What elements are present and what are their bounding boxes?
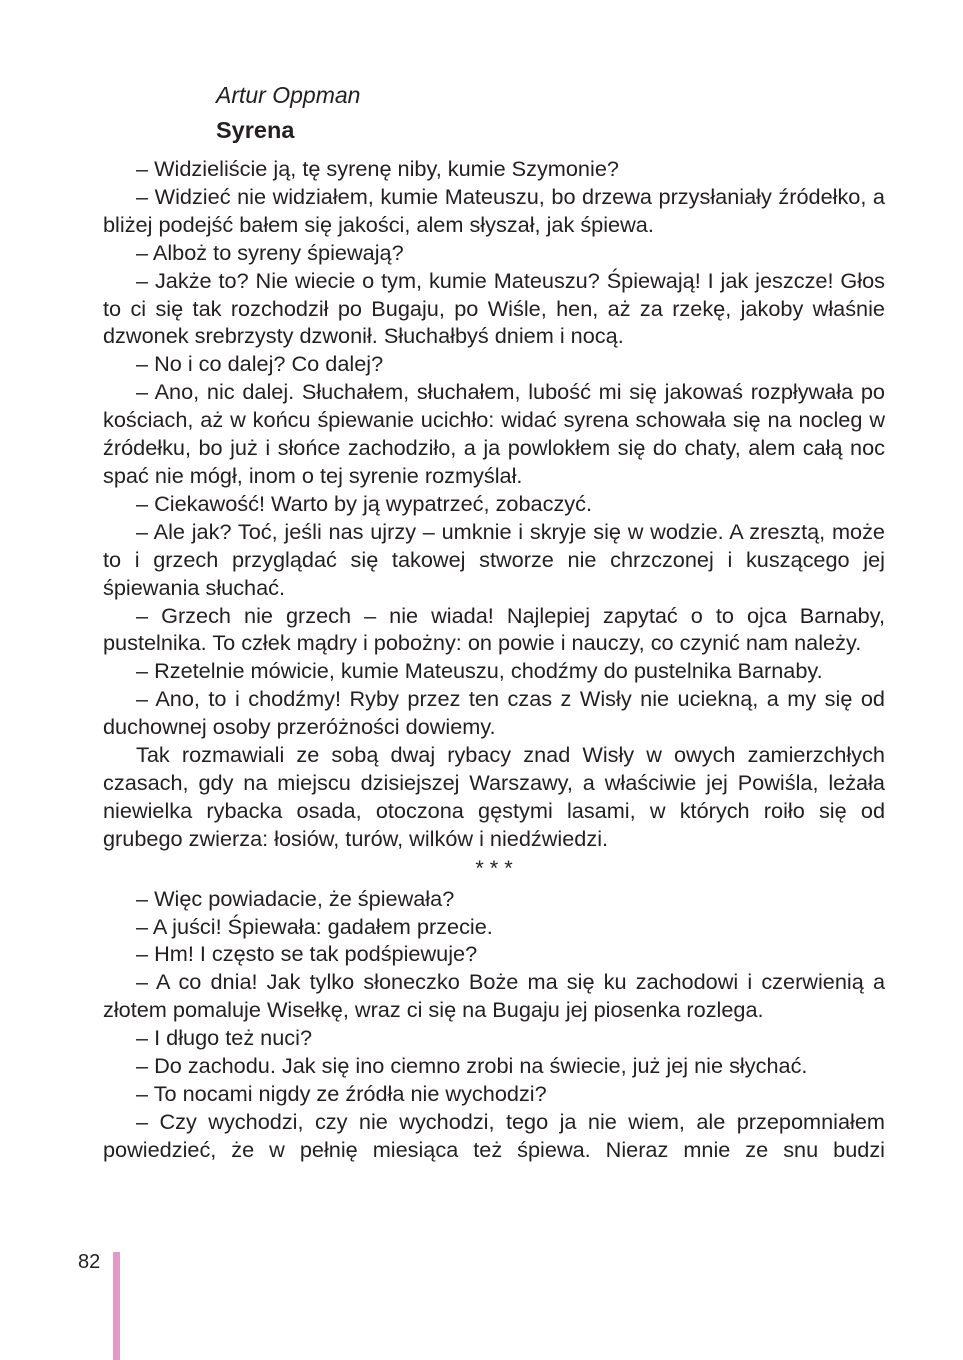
section-separator: * * * [475, 854, 513, 880]
paragraph: – A co dnia! Jak tylko słoneczko Boże ma się ku zachodowi i czerwienią a złotem pomaluje Wisełkę, wraz ci się na Bugaju jej piosenka rozlega. [103, 969, 885, 1023]
paragraph: – A juści! Śpiewała: gadałem przecie. [136, 913, 493, 939]
paragraph: – Ano, nic dalej. Słuchałem, słuchałem, lubość mi się jakowaś rozpływała po kościach, aż w końcu śpiewanie ucichło: widać syrena schowała się na nocleg w źródełku, bo już i słońce zachodziło, a ja powlokłem się do chaty, alem całą noc spać nie mógł, inom o tej syrenie rozmyślał. [103, 379, 885, 488]
paragraph: – Hm! I często se tak podśpiewuje? [136, 941, 478, 967]
story-text [103, 155, 885, 1164]
paragraph: – Jakże to? Nie wiecie o tym, kumie Mateuszu? Śpiewają! I jak jeszcze! Głos to ci się tak rozchodził po Bugaju, po Wiśle, hen, aż za rzekę, jakoby właśnie dzwonek srebrzysty dzwonił. Słuchałbyś dniem i nocą. [103, 267, 885, 349]
paragraph: – Do zachodu. Jak się ino ciemno zrobi na świecie, już jej nie słychać. [136, 1053, 808, 1079]
page-number: 82 [78, 1251, 101, 1273]
paragraph: – Grzech nie grzech – nie wiada! Najlepiej zapytać o to ojca Barnaby, pustelnika. To człek mądry i pobożny: on powie i nauczy, co czynić nam należy. [103, 602, 885, 656]
paragraph: – Alboż to syreny śpiewają? [136, 239, 404, 265]
paragraph: – No i co dalej? Co dalej? [136, 351, 384, 377]
story-title: Syrena [216, 117, 295, 143]
paragraph: – Rzetelnie mówicie, kumie Mateuszu, chodźmy do pustelnika Barnaby. [136, 658, 823, 684]
paragraph: – Ano, to i chodźmy! Ryby przez ten czas z Wisły nie uciekną, a my się od duchownej osoby przeróżności dowiemy. [103, 686, 885, 740]
paragraph: – To nocami nigdy ze źródła nie wychodzi? [136, 1081, 547, 1106]
paragraph: – Widzieliście ją, tę syrenę niby, kumie Szymonie? [136, 156, 619, 181]
paragraph: – Ale jak? Toć, jeśli nas ujrzy – umknie i skryje się w wodzie. A zresztą, może to i grzech przyglądać się takowej stworze nie chrzczonej i kuszącego jej śpiewania słuchać. [103, 518, 885, 600]
paragraph: – Widzieć nie widziałem, kumie Mateuszu, bo drzewa przysłaniały źródełko, a bliżej podejść bałem się jakości, alem słyszał, jak śpiewa. [103, 183, 885, 237]
page-accent-bar [113, 1252, 120, 1360]
paragraph: – Więc powiadacie, że śpiewała? [136, 885, 455, 911]
paragraph: – Ciekawość! Warto by ją wypatrzeć, zobaczyć. [136, 490, 592, 516]
paragraph: – Czy wychodzi, czy nie wychodzi, tego ja nie wiem, ale przepomniałem powiedzieć, że w pełnię miesiąca też śpiewa. Nieraz mnie ze snu budzi [103, 1108, 885, 1162]
paragraph: Tak rozmawiali ze sobą dwaj rybacy znad Wisły w owych zamierzchłych czasach, gdy na miejscu dzisiejszej Warszawy, a właściwie jej Powiśla, leżała niewielka rybacka osada, otoczona gęstymi lasami, w których roiło się od grubego zwierza: łosiów, turów, wilków i niedźwiedzi. [103, 742, 885, 851]
paragraph: – I długo też nuci? [136, 1025, 313, 1051]
author-name: Artur Oppman [216, 82, 361, 108]
